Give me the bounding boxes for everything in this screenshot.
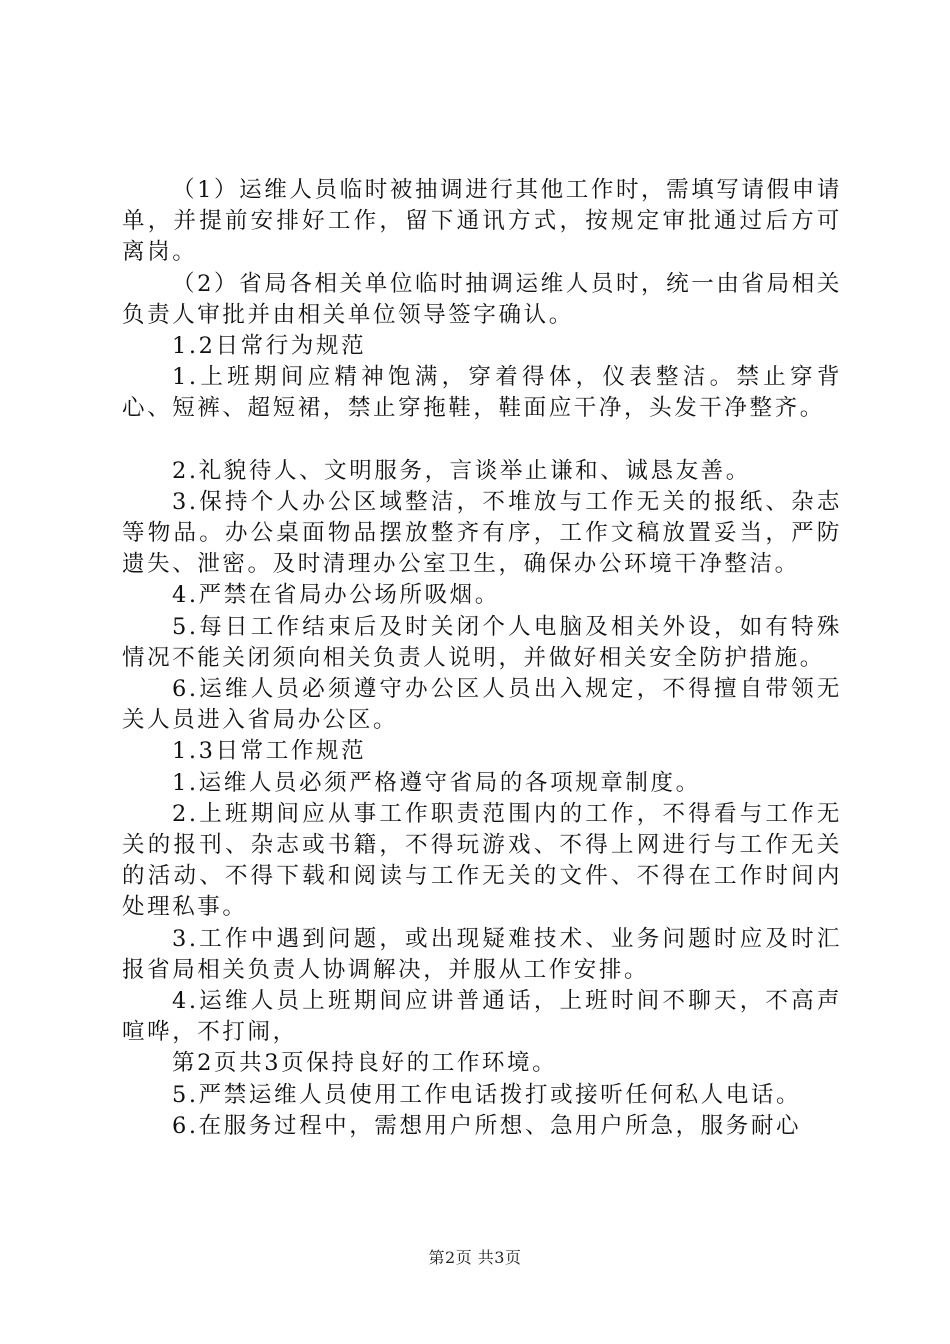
paragraph-6: 4.严禁在省局办公场所吸烟。 — [172, 582, 500, 609]
paragraph-9: 1.运维人员必须严格遵守省局的各项规章制度。 — [172, 769, 701, 796]
paragraph-13: 第2页共3页保持良好的工作环境。 — [172, 1050, 558, 1077]
paragraph-12: 4.运维人员上班期间应讲普通话，上班时间不聊天，不高声喧哗，不打闹， — [122, 988, 842, 1046]
paragraph-14: 5.严禁运维人员使用工作电话拨打或接听任何私人电话。 — [172, 1081, 802, 1108]
paragraph-5: 3.保持个人办公区域整洁，不堆放与工作无关的报纸、杂志等物品。办公桌面物品摆放整齐有序，工作文稿放置妥当，严防遗失、泄密。及时清理办公室卫生，确保办公环境干净整洁。 — [122, 488, 842, 578]
paragraph-7: 5.每日工作结束后及时关闭个人电脑及相关外设，如有特殊情况不能关闭须向相关负责人说明，并做好相关安全防护措施。 — [122, 613, 842, 671]
paragraph-8: 6.运维人员必须遵守办公区人员出入规定，不得擅自带领无关人员进入省局办公区。 — [122, 676, 842, 734]
paragraph-10: 2.上班期间应从事工作职责范围内的工作，不得看与工作无关的报刊、杂志或书籍，不得玩游戏、不得上网进行与工作无关的活动、不得下载和阅读与工作无关的文件、不得在工作时间内处理私事。 — [122, 800, 842, 921]
page-footer: 第2页 共3页 — [428, 1248, 522, 1267]
paragraph-2: （2）省局各相关单位临时抽调运维人员时，统一由省局相关负责人审批并由相关单位领导签字确认。 — [122, 270, 842, 328]
section-heading-1-2: 1.2日常行为规范 — [172, 333, 367, 360]
section-heading-1-3: 1.3日常工作规范 — [172, 738, 367, 765]
paragraph-3: 1.上班期间应精神饱满，穿着得体，仪表整洁。禁止穿背心、短裤、超短裙，禁止穿拖鞋，鞋面应干净，头发干净整齐。 — [122, 364, 842, 422]
document-body — [122, 175, 842, 1142]
paragraph-15: 6.在服务过程中，需想用户所想、急用户所急，服务耐心 — [172, 1112, 802, 1139]
paragraph-4: 2.礼貌待人、文明服务，言谈举止谦和、诚恳友善。 — [172, 457, 751, 484]
paragraph-1: （1）运维人员临时被抽调进行其他工作时，需填写请假申请单，并提前安排好工作，留下通讯方式，按规定审批通过后方可离岗。 — [122, 177, 842, 266]
paragraph-11: 3.工作中遇到问题，或出现疑难技术、业务问题时应及时汇报省局相关负责人协调解决，并服从工作安排。 — [122, 925, 842, 983]
